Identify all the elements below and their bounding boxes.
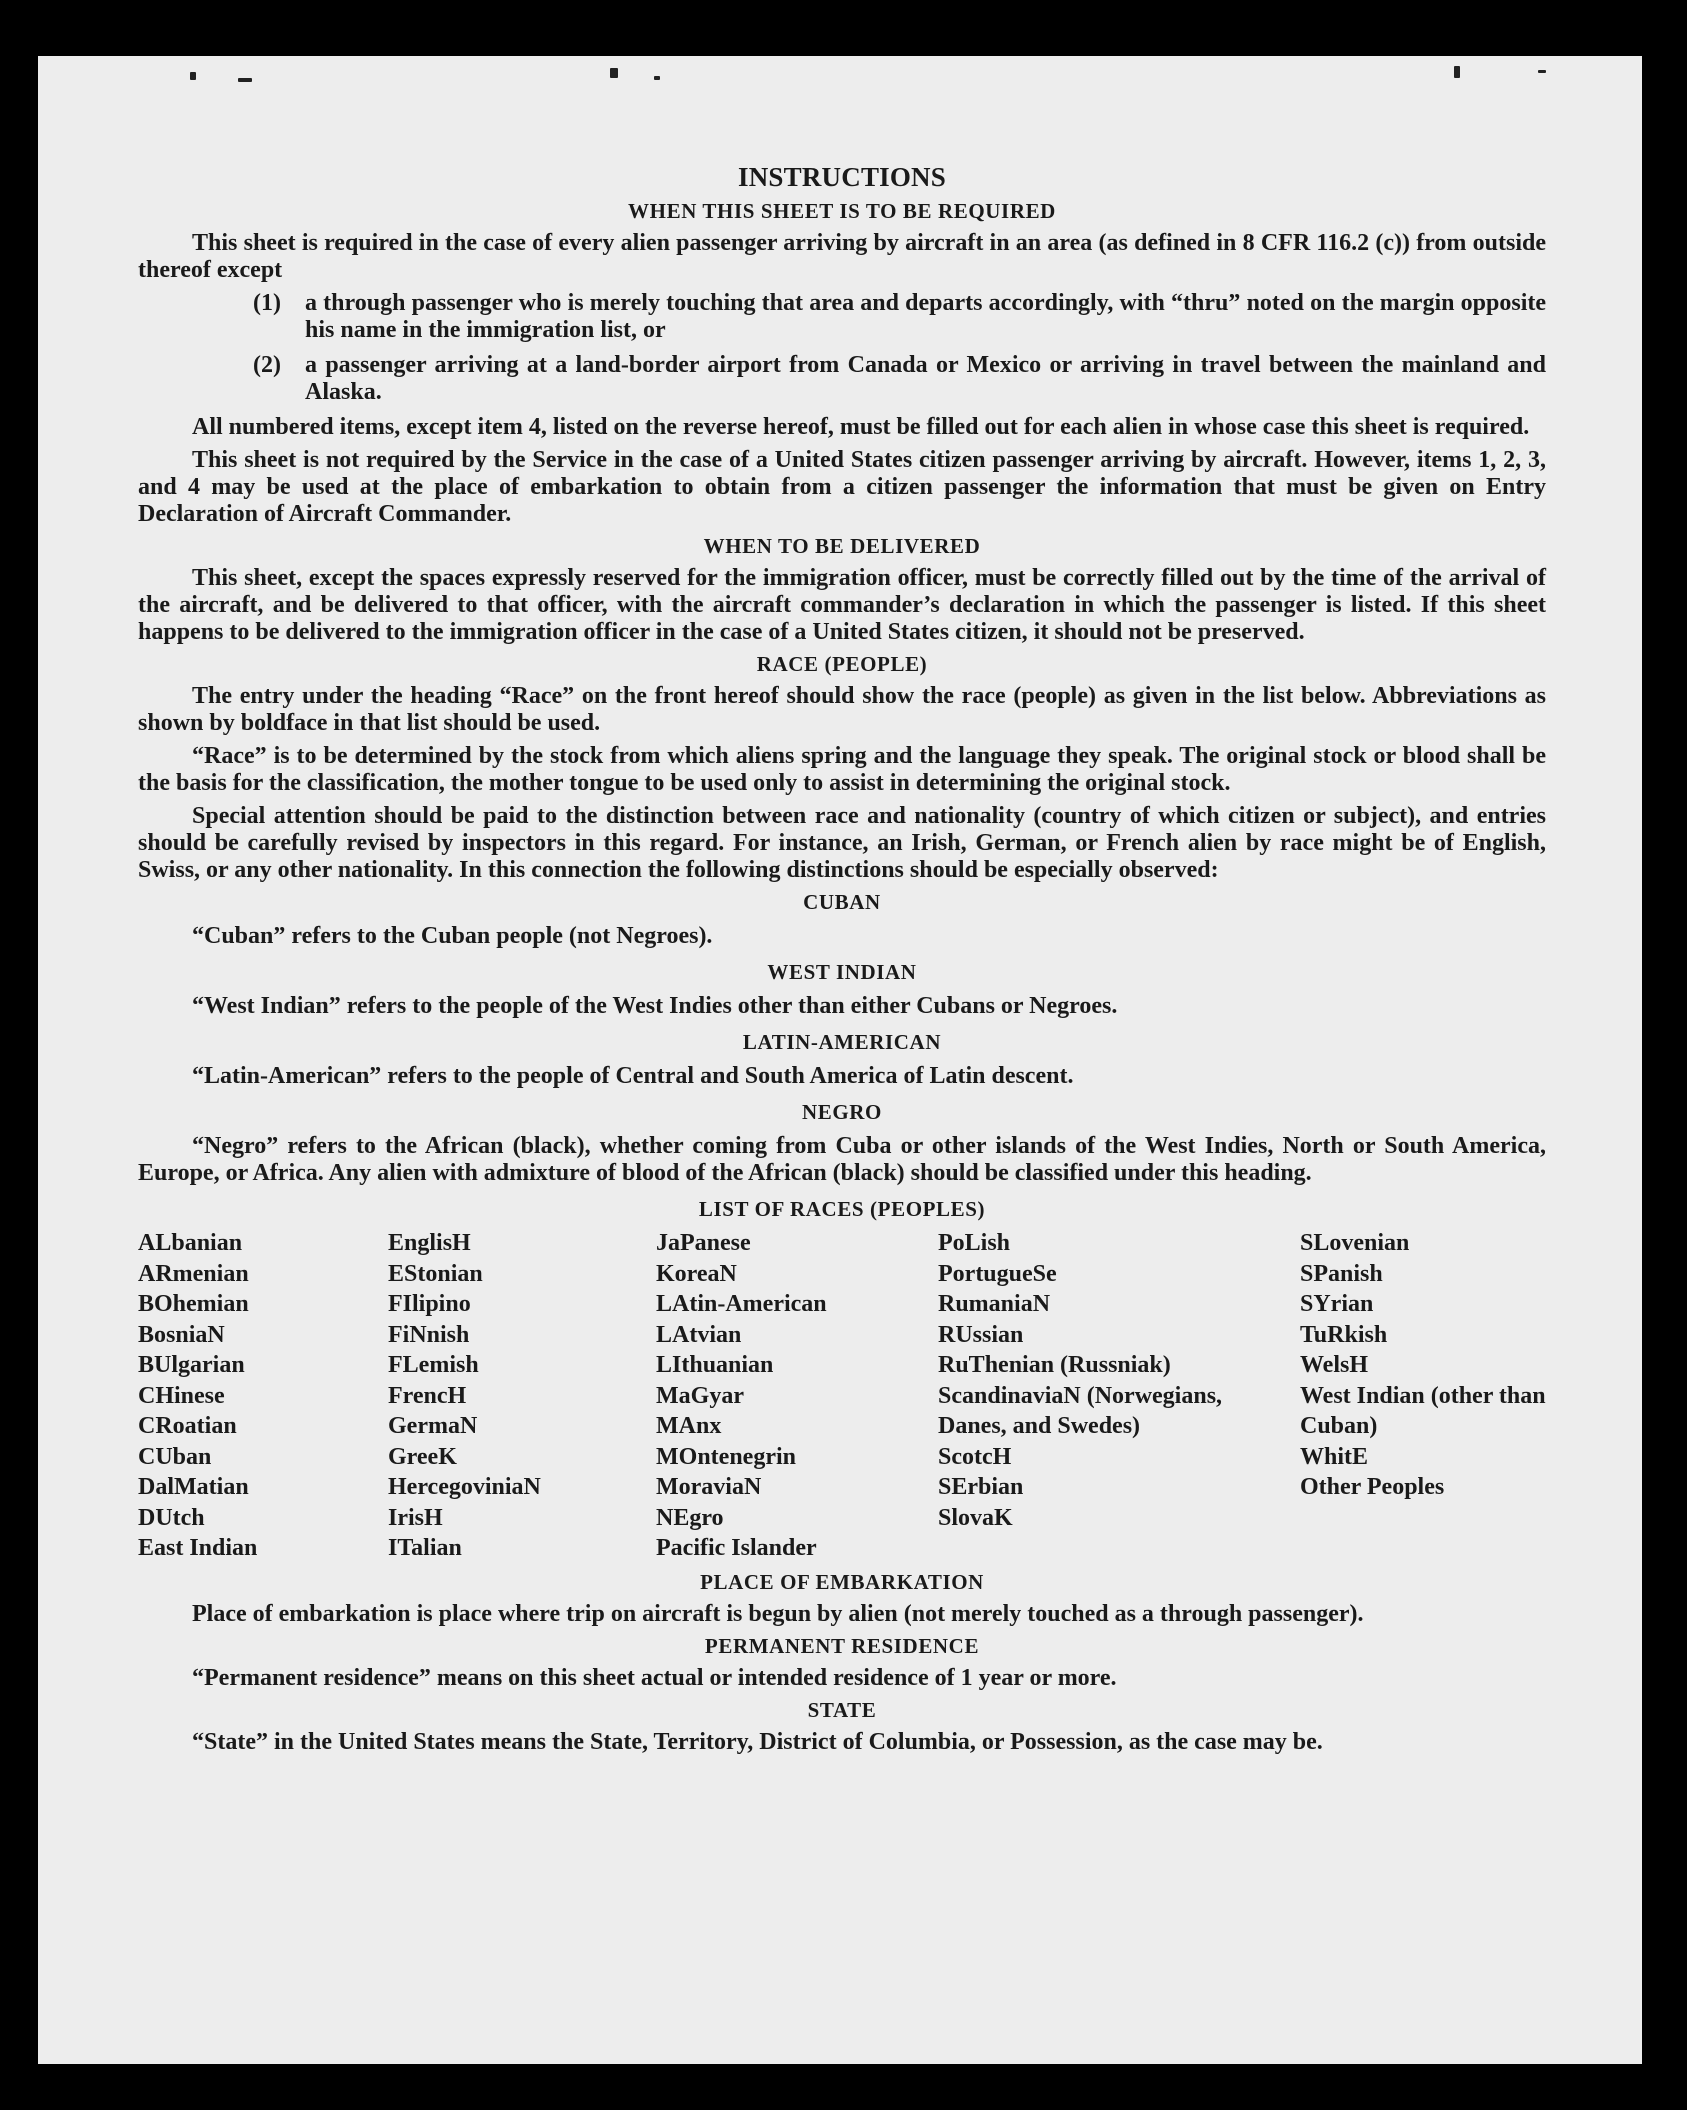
heading-race: RACE (PEOPLE) [756,652,928,676]
paragraph-citizen-passenger: This sheet is not required by the Service in the case of a United States citizen passenger arriving by aircraft. However, items 1, 2, 3, and 4 may be used at the place of embarkation to obtain from a citizen passenger the information that must be given on Entry Declaration of Aircraft Commander. [138,447,1546,527]
paragraph-race-1: The entry under the heading “Race” on the front hereof should show the race (people) as given in the list below. Abbreviations as shown by boldface in that list should be used. [138,683,1546,736]
race-entry: WelsH [1300,1352,1369,1378]
race-entry: MAnx [656,1413,722,1439]
paragraph-when-required-intro: This sheet is required in the case of every alien passenger arriving by aircraft in an area (as defined in 8 CFR 116.2 (c)) from outside thereof except [138,230,1546,283]
document-page [38,56,1642,2064]
paragraph-race-2: “Race” is to be determined by the stock from which aliens spring and the language they speak. The original stock or blood shall be the basis for the classification, the mother tongue to be used only to assist in determining the original stock. [138,743,1546,796]
race-entry: HercegoviniaN [388,1474,541,1500]
heading-permanent-residence: PERMANENT RESIDENCE [704,1633,980,1658]
race-entry: ALbanian [138,1230,243,1256]
race-entry: CRoatian [138,1413,237,1439]
paragraph-when-delivered: This sheet, except the spaces expressly reserved for the immigration officer, must be correctly filled out by the time of the arrival of the aircraft, and be delivered to that officer, with the aircraft commander’s declaration in which the passenger is listed. If this sheet happens to be delivered to the immigration officer in the case of a United States citizen, it should not be preserved. [138,565,1546,645]
race-entry: EnglisH [388,1230,471,1256]
scan-artifacts [38,56,1642,196]
paragraph-race-3: Special attention should be paid to the distinction between race and nationality (country of which citizen or subject), and entries should be carefully revised by inspectors in this regard. For instance, an Irish, German, or French alien by race might be of English, Swiss, or any other nationality. In this connection the following distinctions should be especially observed: [138,803,1546,883]
races-column-5 [1300,1228,1560,1564]
races-column-1 [138,1228,388,1564]
race-entry: Other Peoples [1300,1474,1445,1500]
races-list [138,1228,1546,1564]
race-entry: SPanish [1300,1260,1383,1287]
race-entry: FIlipino [388,1291,471,1317]
heading-cuban: CUBAN [803,890,881,914]
race-entry: RuThenian (Russniak) [938,1352,1171,1378]
definition-latin-american: “Latin-American” refers to the people of Central and South America of Latin descent. [192,1063,1074,1089]
race-entry: Pacific Islander [656,1535,817,1561]
heading-when-required: WHEN THIS SHEET IS TO BE REQUIRED [628,199,1056,223]
paragraph-numbered-items: All numbered items, except item 4, listed on the reverse hereof, must be filled out for each alien in whose case this sheet is required. [192,414,1530,440]
definition-cuban: “Cuban” refers to the Cuban people (not Negroes). [192,923,713,949]
race-entry: FrencH [388,1382,467,1409]
exception-item-number: (1) [253,290,281,316]
races-column-4 [938,1228,1300,1564]
race-entry: FLemish [388,1352,479,1378]
race-entry: ITalian [388,1535,462,1561]
race-entry: MaGyar [656,1382,744,1409]
race-entry: SlovaK [938,1504,1013,1531]
race-entry: CUban [138,1443,212,1470]
heading-latin-american: LATIN-AMERICAN [742,1030,942,1054]
race-entry: BOhemian [138,1291,249,1317]
race-entry: LIthuanian [656,1352,774,1378]
race-entry: RUssian [938,1321,1024,1348]
race-entry: DalMatian [138,1474,249,1500]
heading-when-delivered: WHEN TO BE DELIVERED [703,534,981,558]
race-entry: ScotcH [938,1443,1012,1470]
exception-item-2 [138,352,1546,406]
race-entry: East Indian [138,1535,258,1561]
race-entry: TuRkish [1300,1321,1388,1348]
exception-item-text: a through passenger who is merely touching that area and departs accordingly, with “thru” noted on the margin opposite his name in the immigration list, or [305,290,1546,343]
heading-place-of-embarkation: PLACE OF EMBARKATION [700,1569,984,1594]
race-entry: FiNnish [388,1321,470,1348]
race-entry: GermaN [388,1413,478,1439]
document-title: INSTRUCTIONS [738,162,946,192]
race-entry: NEgro [656,1504,724,1531]
heading-state: STATE [807,1697,877,1722]
race-entry: SYrian [1300,1291,1374,1317]
race-entry: RumaniaN [938,1291,1051,1317]
definition-negro: “Negro” refers to the African (black), whether coming from Cuba or other islands of the West Indies, North or South America, Europe, or Africa. Any alien with admixture of blood of the African (black) should be classified under this heading. [138,1133,1546,1186]
race-entry: DUtch [138,1504,205,1531]
race-entry: EStonian [388,1260,483,1287]
definition-state: “State” in the United States means the State, Territory, District of Columbia, or Possession, as the case may be. [192,1728,1323,1755]
definition-west-indian: “West Indian” refers to the people of the West Indies other than either Cubans or Negroes. [192,993,1118,1019]
heading-negro: NEGRO [801,1100,882,1124]
exception-item-text: a passenger arriving at a land-border airport from Canada or Mexico or arriving in travel between the mainland and Alaska. [305,352,1546,405]
exception-item-1 [138,290,1546,344]
race-entry: PoLish [938,1230,1011,1256]
race-entry: SErbian [938,1474,1024,1500]
race-entry: SLovenian [1300,1230,1410,1256]
race-entry: ScandinaviaN (Norwegians, Danes, and Swedes) [938,1382,1223,1439]
heading-list-of-races: LIST OF RACES (PEOPLES) [698,1197,986,1221]
race-entry: GreeK [388,1443,457,1470]
race-entry: LAtin-American [656,1291,827,1317]
race-entry: MoraviaN [656,1474,762,1500]
race-entry: ARmenian [138,1260,249,1287]
race-entry: LAtvian [656,1321,742,1348]
race-entry: PortugueSe [938,1260,1057,1287]
exception-item-number: (2) [253,352,281,378]
race-entry: JaPanese [656,1230,751,1256]
race-entry: CHinese [138,1382,225,1409]
race-entry: BosniaN [138,1321,225,1348]
race-entry: West Indian (other than Cuban) [1300,1382,1546,1439]
heading-west-indian: WEST INDIAN [767,960,917,984]
definition-place-of-embarkation: Place of embarkation is place where trip on aircraft is begun by alien (not merely touched as a through passenger). [192,1600,1364,1627]
races-column-3 [656,1228,938,1564]
race-entry: KoreaN [656,1260,737,1287]
race-entry: BUlgarian [138,1352,245,1378]
definition-permanent-residence: “Permanent residence” means on this sheet actual or intended residence of 1 year or more. [192,1664,1117,1691]
race-entry: WhitE [1300,1443,1369,1470]
races-column-2 [388,1228,656,1564]
race-entry: MOntenegrin [656,1443,796,1470]
race-entry: IrisH [388,1504,443,1531]
